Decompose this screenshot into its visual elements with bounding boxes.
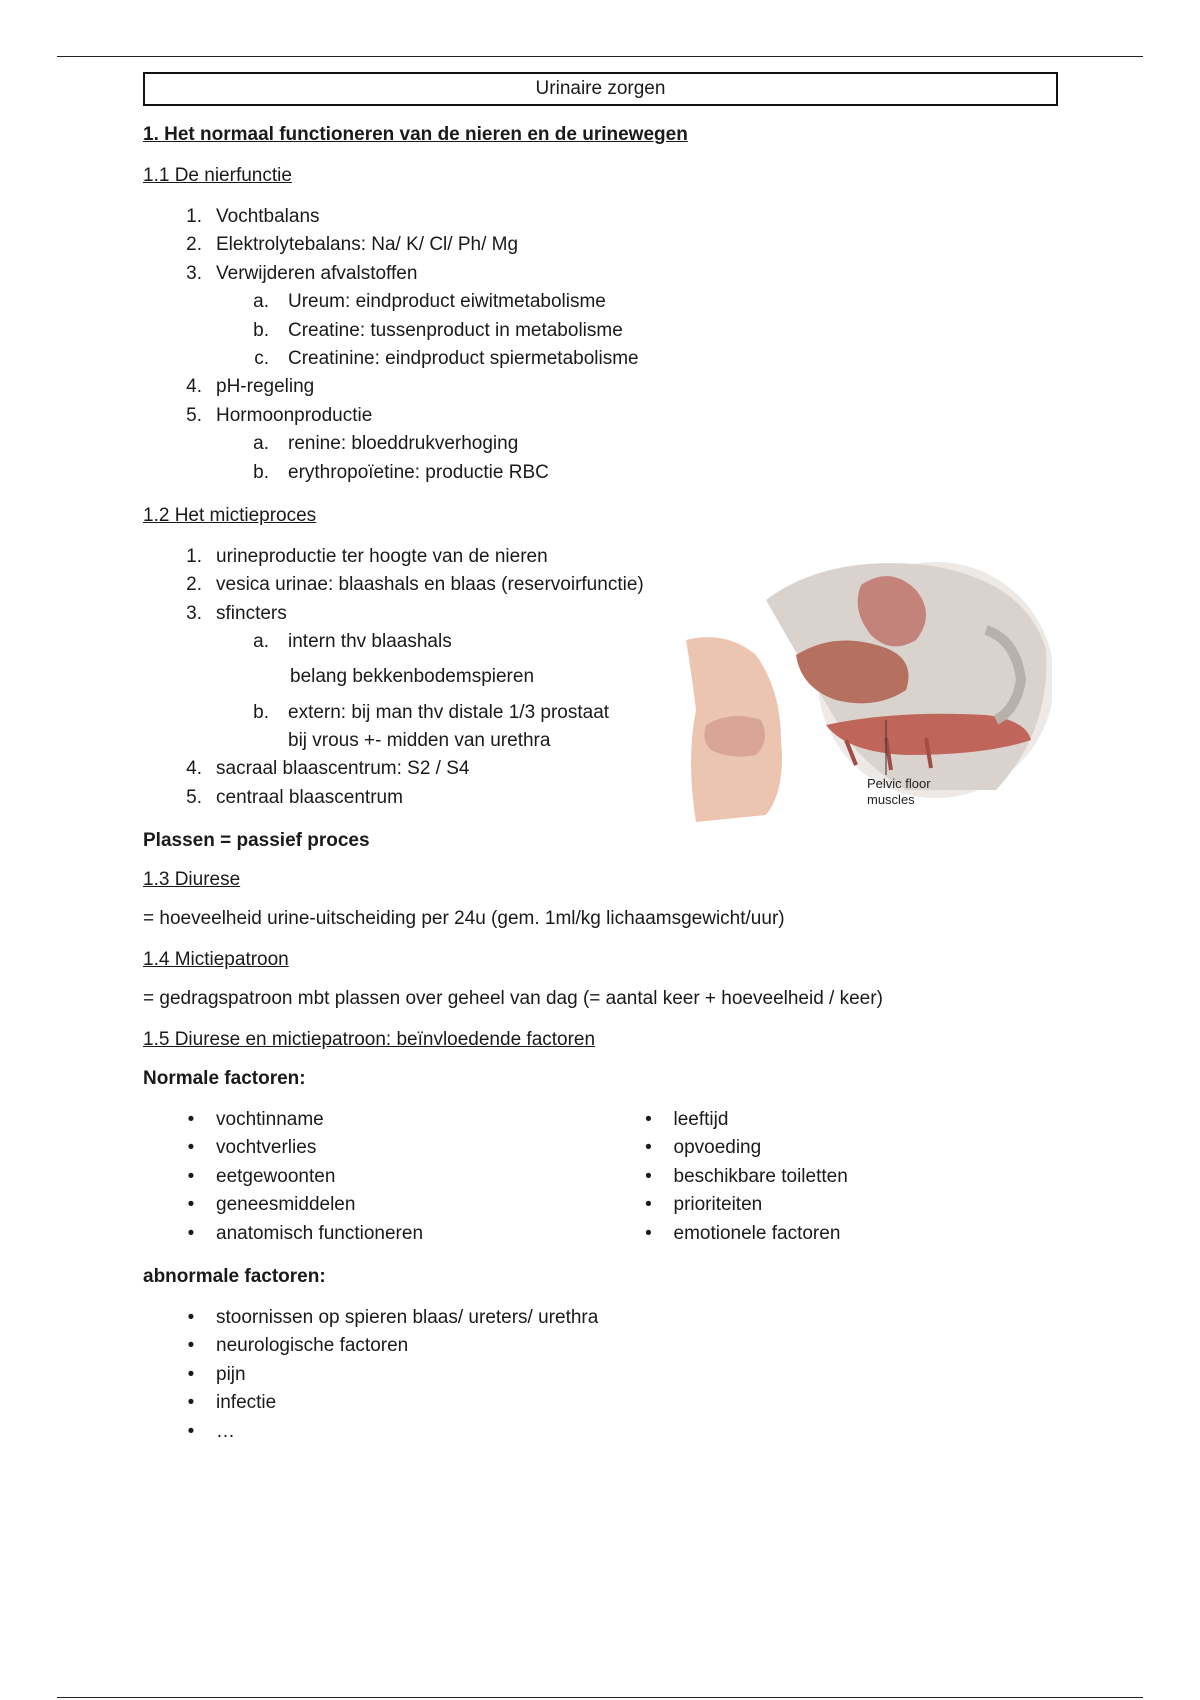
- list-item: 2. Elektrolytebalans: Na/ K/ Cl/ Ph/ Mg: [186, 234, 519, 256]
- normal-factors-right: [601, 1106, 1059, 1248]
- footer-rule: [57, 1697, 1143, 1698]
- header-rule: [57, 56, 1143, 57]
- list-item: 2. vesica urinae: blaashals en blaas (reservoirfunctie): [186, 574, 644, 596]
- normal-factors-label: Normale factoren:: [143, 1067, 306, 1089]
- list-item: 5. Hormoonproductie: [186, 404, 373, 426]
- figure-label-line-2: muscles: [867, 792, 915, 807]
- list-item: • stoornissen op spieren blaas/ ureters/ urethra: [187, 1306, 599, 1328]
- list-subitem: c. Creatinine: eindproduct spiermetabolisme: [254, 348, 639, 370]
- list-subitem: b. extern: bij man thv distale 1/3 prostaat: [253, 701, 610, 723]
- heading-factoren: 1.5 Diurese en mictiepatroon: beïnvloedende factoren: [143, 1028, 596, 1050]
- list-subitem: b. Creatine: tussenproduct in metabolisme: [253, 319, 623, 341]
- passive-process-statement: Plassen = passief proces: [143, 829, 370, 851]
- list-item: 3. Verwijderen afvalstoffen: [186, 262, 418, 284]
- list-subitem: a. intern thv blaashals: [253, 631, 452, 653]
- abnormal-factors-list: [143, 1304, 1058, 1446]
- list-item: • eetgewoonten: [187, 1165, 336, 1187]
- section-heading-1: 1. Het normaal functioneren van de nieren en de urinewegen: [143, 124, 688, 145]
- normal-factors-columns: [143, 1106, 1058, 1265]
- nierfunctie-list: [143, 203, 1058, 487]
- list-item: • neurologische factoren: [187, 1335, 409, 1357]
- list-subitem: a. renine: bloeddrukverhoging: [253, 433, 519, 455]
- list-item: • vochtverlies: [187, 1137, 317, 1159]
- list-item: 4. pH-regeling: [186, 376, 315, 398]
- heading-mictiepatroon: 1.4 Mictiepatroon: [143, 948, 289, 970]
- diurese-definition: = hoeveelheid urine-uitscheiding per 24u (gem. 1ml/kg lichaamsgewicht/uur): [143, 907, 785, 929]
- list-item: • leeftijd: [645, 1108, 729, 1130]
- list-item: • beschikbare toiletten: [645, 1165, 848, 1187]
- heading-mictieproces: 1.2 Het mictieproces: [143, 505, 317, 527]
- normal-factors-left: [143, 1106, 601, 1248]
- list-item: • opvoeding: [645, 1137, 762, 1159]
- list-item: • vochtinname: [187, 1108, 324, 1130]
- list-item: 4. sacraal blaascentrum: S2 / S4: [186, 758, 470, 780]
- list-item: 5. centraal blaascentrum: [186, 786, 403, 808]
- list-item: 1. urineproductie ter hoogte van de nieren: [186, 546, 548, 568]
- list-subitem: b. erythropoïetine: productie RBC: [253, 461, 549, 483]
- list-item: • pijn: [187, 1363, 246, 1385]
- list-item: 1. Vochtbalans: [186, 206, 320, 227]
- figure-label-line-1: Pelvic floor: [867, 776, 931, 791]
- sphincter-note: belang bekkenbodemspieren: [290, 665, 535, 687]
- list-item: • geneesmiddelen: [187, 1194, 356, 1216]
- list-item: • anatomisch functioneren: [187, 1222, 424, 1244]
- list-item: • prioriteiten: [645, 1194, 763, 1216]
- document-title: Urinaire zorgen: [143, 72, 1058, 106]
- heading-nierfunctie: 1.1 De nierfunctie: [143, 165, 292, 186]
- abnormal-factors-label: abnormale factoren:: [143, 1265, 326, 1287]
- list-item: • emotionele factoren: [645, 1222, 841, 1244]
- list-item: 3. sfincters: [186, 602, 287, 624]
- heading-diurese: 1.3 Diurese: [143, 868, 241, 890]
- list-subitem: a. Ureum: eindproduct eiwitmetabolisme: [253, 291, 606, 313]
- list-item: • …: [187, 1420, 235, 1442]
- mictiepatroon-definition: = gedragspatroon mbt plassen over geheel van dag (= aantal keer + hoeveelheid / keer): [143, 987, 883, 1009]
- list-item: • infectie: [187, 1392, 277, 1414]
- pelvic-floor-illustration: [686, 560, 1052, 822]
- list-subitem-continuation: bij vrous +- midden van urethra: [288, 730, 551, 752]
